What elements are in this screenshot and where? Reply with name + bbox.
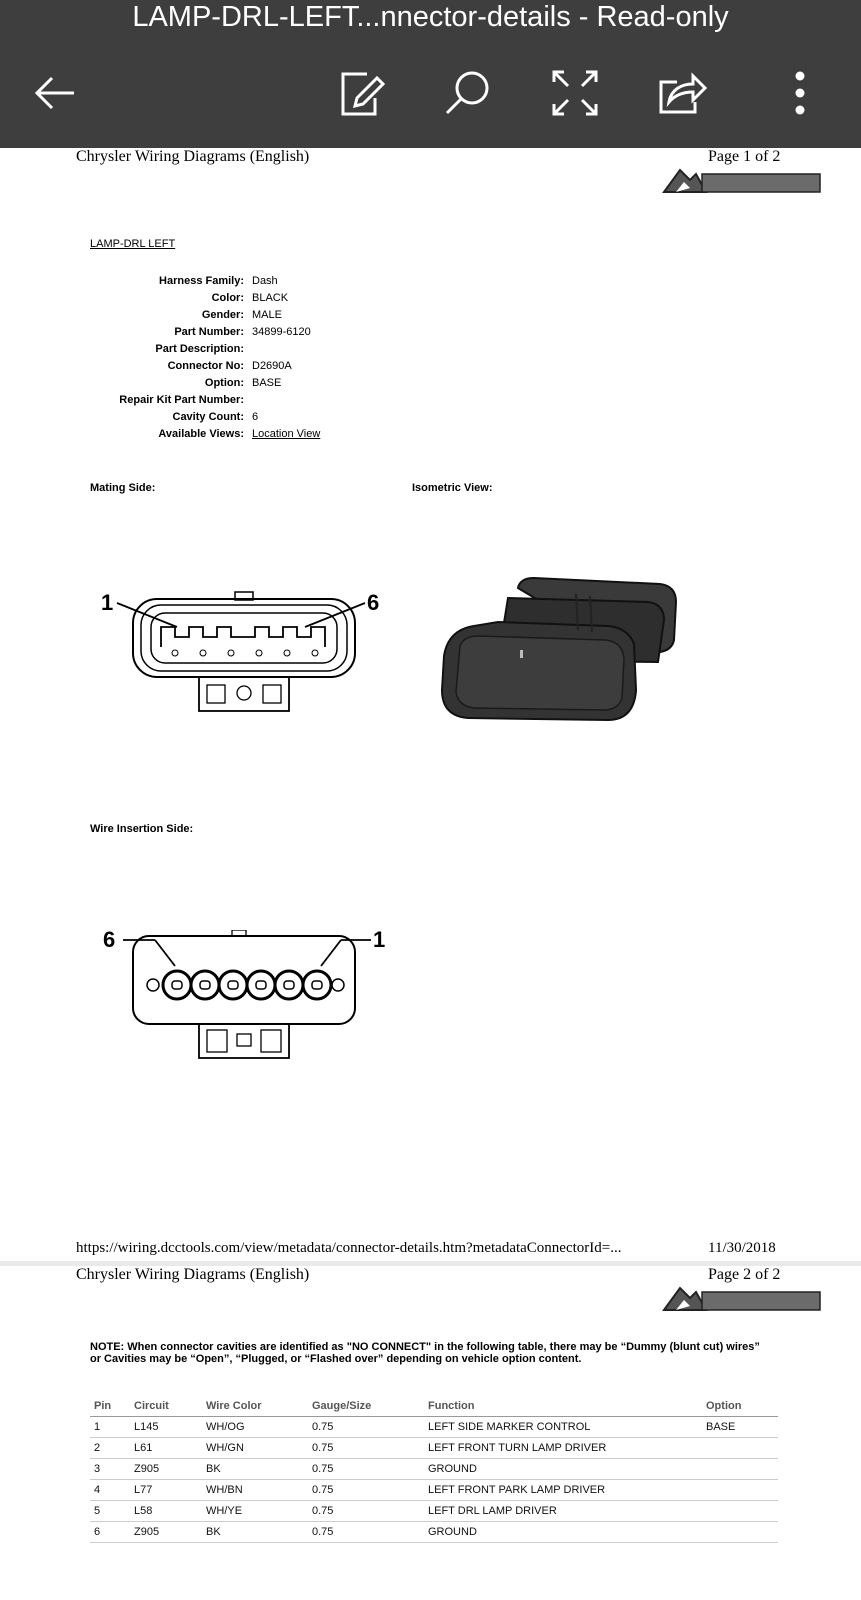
mating-side-label: Mating Side: bbox=[90, 482, 156, 494]
mating-pin-1-label: 1 bbox=[101, 590, 114, 615]
wrangler-forums-logo bbox=[662, 1280, 822, 1322]
table-row: 2 L61 WH/GN 0.75 LEFT FRONT TURN LAMP DRIVER bbox=[90, 1438, 778, 1459]
isometric-connector-image bbox=[438, 570, 698, 740]
page2-page-number: Page 2 of 2 bbox=[708, 1266, 781, 1283]
mating-side-diagram bbox=[95, 585, 395, 725]
field-row: Available Views: Location View bbox=[90, 426, 320, 443]
field-row: Gender: MALE bbox=[201, 309, 282, 321]
edit-pen-icon[interactable] bbox=[337, 68, 387, 118]
share-icon[interactable] bbox=[657, 68, 707, 118]
page1-page-number: Page 1 of 2 bbox=[708, 148, 781, 165]
wrangler-forums-logo bbox=[662, 162, 822, 204]
column-header: Function bbox=[424, 1396, 702, 1417]
document-title: LAMP-DRL-LEFT...nnector-details - Read-only bbox=[132, 1, 729, 33]
app-bar bbox=[0, 0, 861, 148]
column-header: Wire Color bbox=[202, 1396, 308, 1417]
field-row: Cavity Count: 6 bbox=[172, 411, 259, 423]
page2-header-title: Chrysler Wiring Diagrams (English) bbox=[76, 1266, 310, 1283]
no-connect-note: NOTE: When connector cavities are identified as "NO CONNECT" in the following table, there may be “Dummy (blunt cut) wires” or Cavities may be “Open”, “Plugged, or “Flashed over” depending on vehicle option content. bbox=[90, 1341, 760, 1365]
page1-header-title: Chrysler Wiring Diagrams (English) bbox=[76, 148, 310, 165]
field-row: Connector No: D2690A bbox=[167, 360, 292, 372]
insertion-pin-1-label: 1 bbox=[373, 930, 386, 952]
column-header: Gauge/Size bbox=[308, 1396, 424, 1417]
mating-pin-6-label: 6 bbox=[367, 590, 380, 615]
fullscreen-icon[interactable] bbox=[550, 68, 600, 118]
wire-insertion-side-label: Wire Insertion Side: bbox=[90, 823, 194, 835]
field-row: Part Description: bbox=[155, 343, 244, 355]
insertion-pin-6-label: 6 bbox=[103, 930, 116, 952]
table-row: 3 Z905 BK 0.75 GROUND bbox=[90, 1459, 778, 1480]
field-row: Color: BLACK bbox=[211, 292, 289, 304]
field-row: Harness Family: Dash bbox=[159, 275, 278, 287]
pin-table bbox=[90, 1396, 778, 1543]
table-row: 6 Z905 BK 0.75 GROUND bbox=[90, 1522, 778, 1543]
column-header: Option bbox=[702, 1396, 778, 1417]
isometric-view-label: Isometric View: bbox=[412, 482, 493, 494]
field-row: Option: BASE bbox=[204, 377, 282, 389]
more-vertical-icon[interactable] bbox=[775, 68, 825, 118]
column-header: Pin bbox=[90, 1396, 130, 1417]
back-arrow-icon[interactable] bbox=[30, 68, 80, 118]
table-row: 5 L58 WH/YE 0.75 LEFT DRL LAMP DRIVER bbox=[90, 1501, 778, 1522]
connector-title: LAMP-DRL LEFT bbox=[90, 238, 176, 250]
column-header: Circuit bbox=[130, 1396, 202, 1417]
search-icon[interactable] bbox=[442, 68, 492, 118]
table-row: 4 L77 WH/BN 0.75 LEFT FRONT PARK LAMP DRIVER bbox=[90, 1480, 778, 1501]
footer-url: https://wiring.dcctools.com/view/metadata/connector-details.htm?metadataConnectorId=... bbox=[76, 1240, 622, 1256]
connector-details-list bbox=[90, 273, 320, 443]
location-view-link[interactable]: Location View bbox=[252, 428, 321, 440]
field-row: Part Number: 34899-6120 bbox=[174, 326, 311, 338]
table-row: 1 L145 WH/OG 0.75 LEFT SIDE MARKER CONTROL BASE bbox=[90, 1417, 778, 1438]
field-row: Repair Kit Part Number: bbox=[119, 394, 244, 406]
footer-date: 11/30/2018 bbox=[708, 1240, 776, 1256]
table-header-row bbox=[90, 1396, 778, 1417]
wire-insertion-diagram bbox=[95, 930, 395, 1070]
